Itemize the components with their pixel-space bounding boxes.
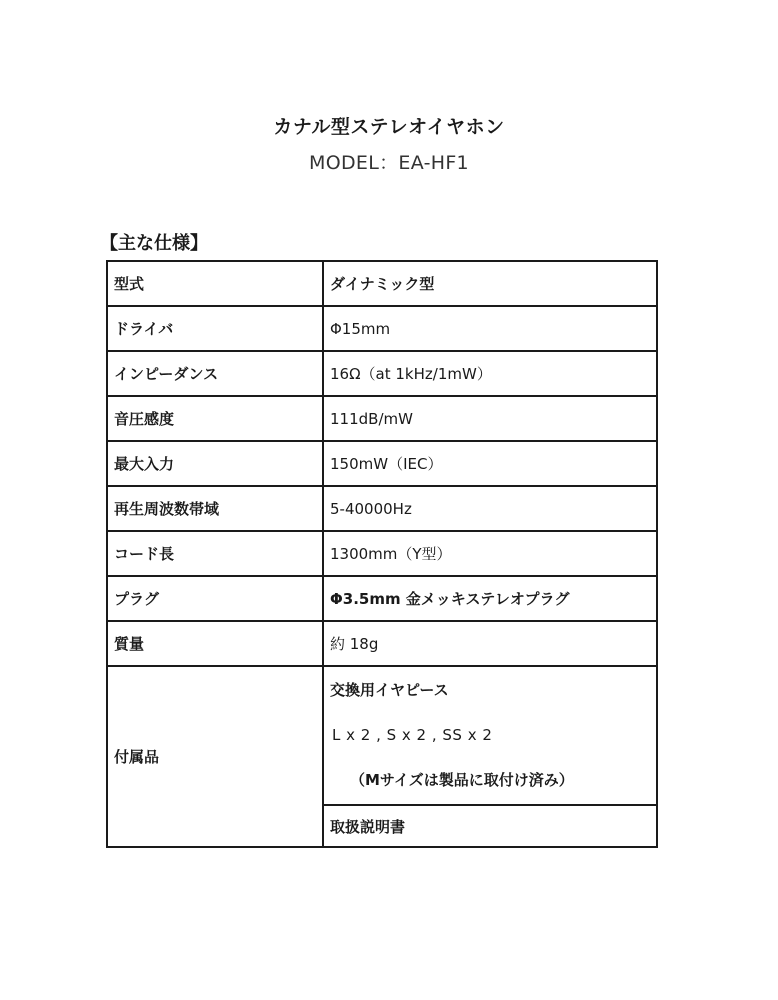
spec-value: 5-40000Hz (323, 486, 657, 531)
spec-row-max-input (107, 441, 657, 486)
spec-label: 付属品 (107, 666, 323, 847)
spec-value: Φ3.5mm 金メッキステレオプラグ (323, 576, 657, 621)
spec-label: コード長 (107, 531, 323, 576)
spec-row-impedance (107, 351, 657, 396)
spec-row-accessories (107, 666, 657, 805)
spec-label: インピーダンス (107, 351, 323, 396)
accessories-eartips (323, 666, 657, 805)
spec-value: 1300mm（Y型） (323, 531, 657, 576)
section-heading: 【主な仕様】 (100, 233, 208, 254)
spec-value: 約 18g (323, 621, 657, 666)
spec-row-weight (107, 621, 657, 666)
spec-table (106, 260, 658, 848)
spec-value: ダイナミック型 (323, 261, 657, 306)
spec-row-frequency (107, 486, 657, 531)
spec-label: ドライバ (107, 306, 323, 351)
spec-row-plug (107, 576, 657, 621)
eartips-title: 交換用イヤピース (330, 681, 449, 699)
spec-label: 音圧感度 (107, 396, 323, 441)
spec-label: 型式 (107, 261, 323, 306)
spec-row-type (107, 261, 657, 306)
eartips-sizes: L x 2 , S x 2 , SS x 2 (332, 726, 493, 744)
spec-row-cord-length (107, 531, 657, 576)
spec-label: プラグ (107, 576, 323, 621)
spec-label: 質量 (107, 621, 323, 666)
spec-label: 再生周波数帯域 (107, 486, 323, 531)
spec-value: Φ15mm (323, 306, 657, 351)
spec-value: 16Ω（at 1kHz/1mW） (323, 351, 657, 396)
spec-row-driver (107, 306, 657, 351)
spec-row-sensitivity (107, 396, 657, 441)
eartips-note: （Mサイズは製品に取付け済み） (350, 771, 574, 789)
spec-label: 最大入力 (107, 441, 323, 486)
accessories-manual: 取扱説明書 (323, 805, 657, 847)
model-number: MODEL：EA-HF1 (309, 152, 469, 174)
spec-value: 111dB/mW (323, 396, 657, 441)
product-title: カナル型ステレオイヤホン (273, 116, 505, 138)
spec-value: 150mW（IEC） (323, 441, 657, 486)
